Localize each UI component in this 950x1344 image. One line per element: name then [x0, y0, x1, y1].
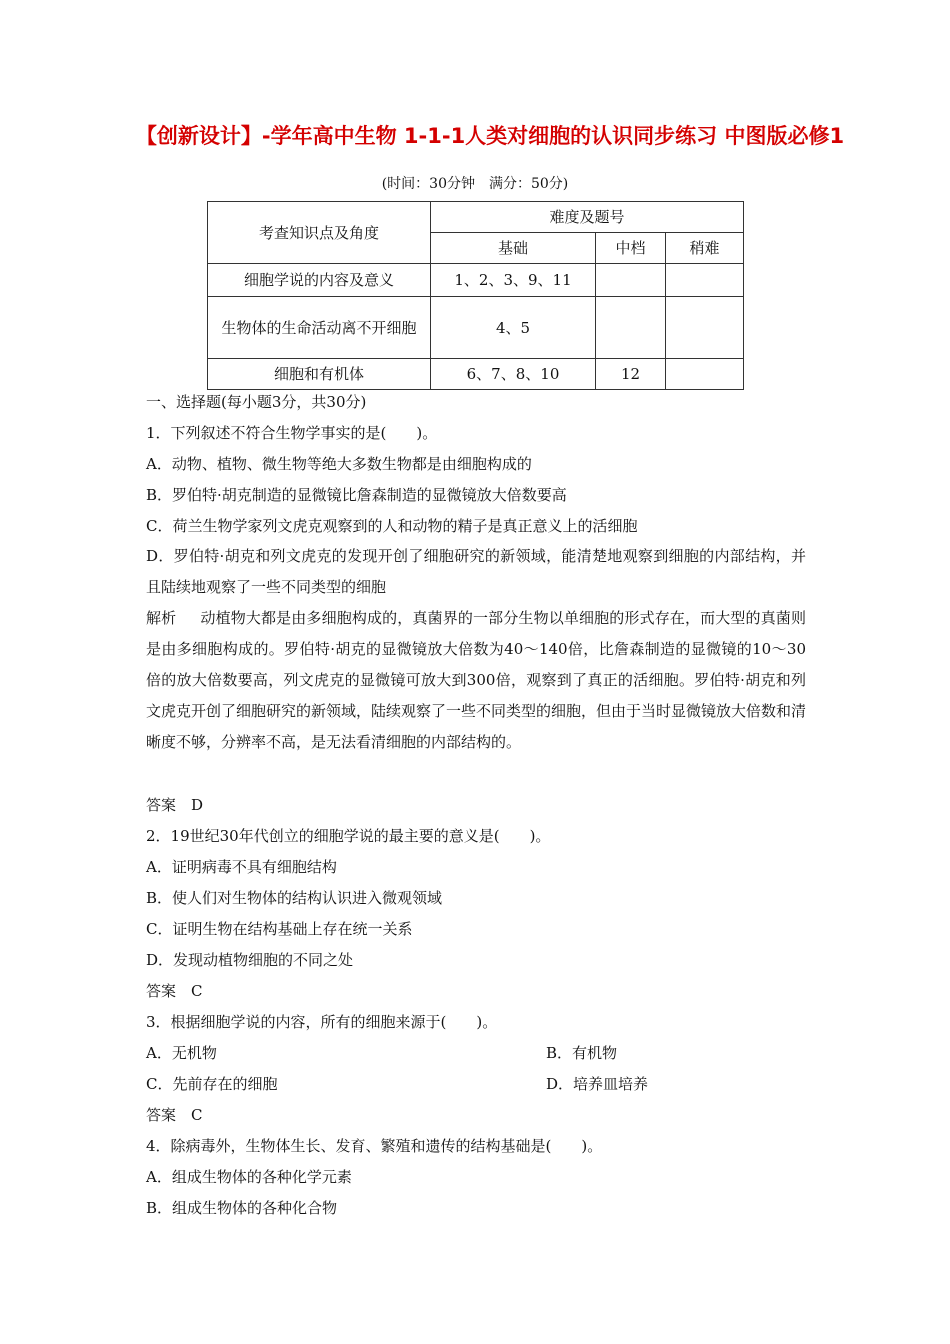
table-cell-basic: 4、5: [431, 297, 596, 359]
table-cell-basic: 6、7、8、10: [431, 359, 596, 390]
table-header-topic: 考查知识点及角度: [208, 202, 431, 264]
document-title: 【创新设计】-学年高中生物 1-1-1人类对细胞的认识同步练习 中图版必修1: [135, 124, 845, 148]
question-1-option-d: D．罗伯特·胡克和列文虎克的发现开创了细胞研究的新领域，能清楚地观察到细胞的内部结构，并且陆续地观察了一些不同类型的细胞: [146, 547, 806, 596]
question-4-stem: 4．除病毒外，生物体生长、发育、繁殖和遗传的结构基础是( )。: [146, 1137, 603, 1155]
question-3-option-d: D．培养皿培养: [546, 1075, 649, 1093]
question-2-option-c: C．证明生物在结构基础上存在统一关系: [146, 920, 413, 938]
question-3-option-c: C．先前存在的细胞: [146, 1075, 278, 1093]
table-cell-hard: [666, 297, 744, 359]
table-header-basic: 基础: [431, 233, 596, 264]
question-2-option-b: B．使人们对生物体的结构认识进入微观领域: [146, 889, 443, 907]
table-header-difficulty: 难度及题号: [431, 202, 744, 233]
table-cell-topic: 生物体的生命活动离不开细胞: [208, 297, 431, 359]
question-2-option-a: A．证明病毒不具有细胞结构: [146, 858, 337, 876]
question-3-option-a: A．无机物: [146, 1044, 217, 1062]
table-row: [208, 297, 744, 359]
question-1-option-b: B．罗伯特·胡克制造的显微镜比詹森制造的显微镜放大倍数要高: [146, 486, 567, 504]
question-1-stem: 1．下列叙述不符合生物学事实的是( )。: [146, 424, 438, 442]
question-1-option-a: A．动物、植物、微生物等绝大多数生物都是由细胞构成的: [146, 455, 532, 473]
question-2-answer: 答案 C: [146, 982, 203, 1000]
table-cell-mid: 12: [596, 359, 666, 390]
table-header-mid: 中档: [596, 233, 666, 264]
question-1-option-c: C．荷兰生物学家列文虎克观察到的人和动物的精子是真正意义上的活细胞: [146, 517, 638, 535]
question-3-option-b: B．有机物: [546, 1044, 618, 1062]
section-title: 一、选择题(每小题3分，共30分): [146, 393, 367, 411]
table-cell-mid: [596, 264, 666, 297]
table-row: [208, 264, 744, 297]
question-4-option-a: A．组成生物体的各种化学元素: [146, 1168, 352, 1186]
analysis-text: 动植物大都是由多细胞构成的，真菌界的一部分生物以单细胞的形式存在，而大型的真菌则是由多细胞构成的。罗伯特·胡克的显微镜放大倍数为40～140倍，比詹森制造的显微镜的10～30倍的放大倍数要高，列文虎克的显微镜可放大到300倍，观察到了真正的活细胞。罗伯特·胡克和列文虎克开创了细胞研究的新领域，陆续观察了一些不同类型的细胞，但由于当时显微镜放大倍数和清晰度不够，分辨率不高，是无法看清细胞的内部结构的。: [146, 609, 807, 751]
table-cell-topic: 细胞学说的内容及意义: [208, 264, 431, 297]
question-3-answer: 答案 C: [146, 1106, 203, 1124]
table-cell-basic: 1、2、3、9、11: [431, 264, 596, 297]
table-row: [208, 359, 744, 390]
question-2-stem: 2．19世纪30年代创立的细胞学说的最主要的意义是( )。: [146, 827, 551, 845]
question-1-answer: 答案 D: [146, 796, 204, 814]
table-cell-mid: [596, 297, 666, 359]
table-cell-hard: [666, 264, 744, 297]
knowledge-table: [207, 201, 744, 390]
table-cell-hard: [666, 359, 744, 390]
question-1-analysis: [146, 603, 806, 758]
table-cell-topic: 细胞和有机体: [208, 359, 431, 390]
analysis-label: 解析: [146, 609, 177, 627]
question-3-stem: 3．根据细胞学说的内容，所有的细胞来源于( )。: [146, 1013, 498, 1031]
table-header-hard: 稍难: [666, 233, 744, 264]
exam-time-score: (时间：30分钟 满分：50分): [381, 176, 569, 192]
question-2-option-d: D．发现动植物细胞的不同之处: [146, 951, 354, 969]
question-4-option-b: B．组成生物体的各种化合物: [146, 1199, 338, 1217]
